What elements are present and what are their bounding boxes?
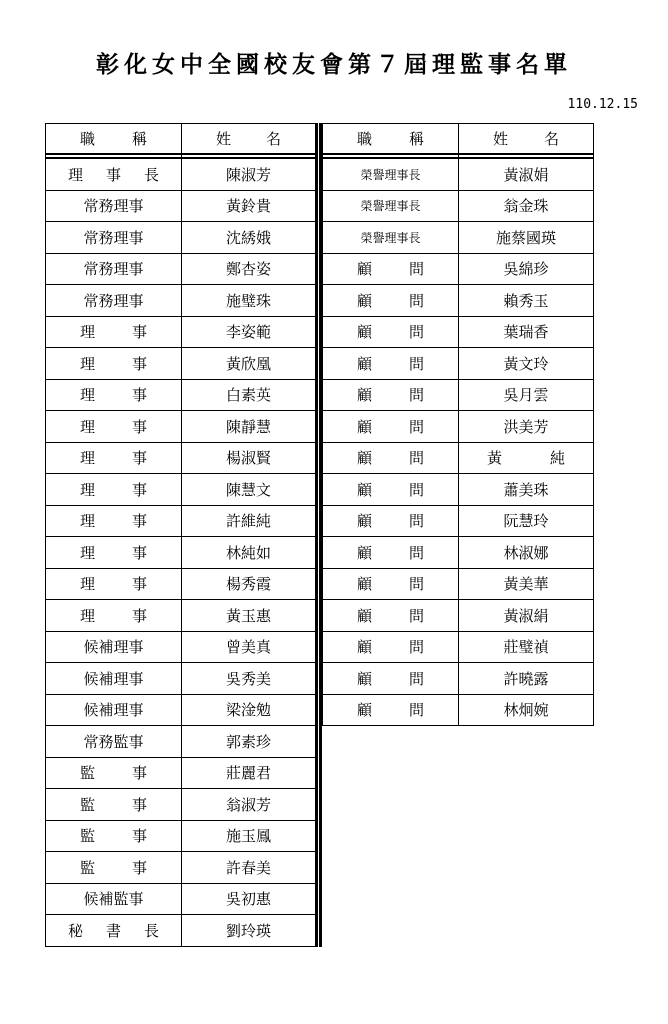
document-date: 110.12.15 bbox=[567, 97, 638, 112]
page-title: 彰化女中全國校友會第７屆理監事名單 bbox=[96, 51, 572, 78]
table-row bbox=[46, 190, 316, 222]
name-cell: 葉瑞香 bbox=[459, 316, 594, 348]
name-cell: 施蔡國瑛 bbox=[459, 222, 594, 254]
name-cell: 施玉鳳 bbox=[182, 820, 316, 852]
table-row bbox=[323, 411, 594, 443]
name-cell: 陳淑芳 bbox=[182, 158, 316, 190]
name-cell: 吳秀美 bbox=[182, 663, 316, 695]
role-cell: 榮譽理事長 bbox=[323, 158, 459, 190]
table-row bbox=[46, 285, 316, 317]
table-row bbox=[323, 253, 594, 285]
role-cell: 秘書長 bbox=[46, 915, 182, 947]
role-cell: 候補監事 bbox=[46, 883, 182, 915]
role-cell: 理事 bbox=[46, 568, 182, 600]
role-cell: 顧問 bbox=[323, 474, 459, 506]
role-cell: 理事 bbox=[46, 537, 182, 569]
name-cell: 劉玲瑛 bbox=[182, 915, 316, 947]
role-cell: 顧問 bbox=[323, 600, 459, 632]
name-cell: 黃純 bbox=[459, 442, 594, 474]
name-cell: 阮慧玲 bbox=[459, 505, 594, 537]
table-row bbox=[46, 379, 316, 411]
name-cell: 蕭美珠 bbox=[459, 474, 594, 506]
table-row bbox=[46, 537, 316, 569]
table-row bbox=[46, 568, 316, 600]
table-row bbox=[46, 600, 316, 632]
header-name: 姓名 bbox=[182, 124, 316, 155]
table-row bbox=[323, 222, 594, 254]
name-cell: 吳綿珍 bbox=[459, 253, 594, 285]
name-cell: 黃文玲 bbox=[459, 348, 594, 380]
name-cell: 施璧珠 bbox=[182, 285, 316, 317]
table-row bbox=[323, 694, 594, 726]
name-cell: 黃玉惠 bbox=[182, 600, 316, 632]
table-header-row bbox=[323, 124, 594, 155]
table-row bbox=[323, 158, 594, 190]
honorary-advisors-table bbox=[322, 123, 594, 726]
role-cell: 監事 bbox=[46, 820, 182, 852]
table-row bbox=[46, 474, 316, 506]
name-cell: 梁淦勉 bbox=[182, 694, 316, 726]
table-row bbox=[323, 505, 594, 537]
name-cell: 黃淑絹 bbox=[459, 600, 594, 632]
table-row bbox=[46, 505, 316, 537]
name-cell: 黃淑娟 bbox=[459, 158, 594, 190]
table-row bbox=[323, 285, 594, 317]
table-row bbox=[323, 379, 594, 411]
table-row bbox=[46, 852, 316, 884]
name-cell: 吳月雲 bbox=[459, 379, 594, 411]
role-cell: 常務理事 bbox=[46, 190, 182, 222]
name-cell: 吳初惠 bbox=[182, 883, 316, 915]
table-row bbox=[46, 631, 316, 663]
name-cell: 洪美芳 bbox=[459, 411, 594, 443]
role-cell: 常務理事 bbox=[46, 222, 182, 254]
table-row bbox=[323, 316, 594, 348]
name-cell: 許曉露 bbox=[459, 663, 594, 695]
table-row bbox=[46, 820, 316, 852]
name-cell: 沈綉娥 bbox=[182, 222, 316, 254]
role-cell: 理事 bbox=[46, 474, 182, 506]
name-cell: 楊秀霞 bbox=[182, 568, 316, 600]
name-cell: 黃美華 bbox=[459, 568, 594, 600]
header-role: 職稱 bbox=[323, 124, 459, 155]
board-members-table bbox=[45, 123, 316, 947]
role-cell: 常務理事 bbox=[46, 285, 182, 317]
name-cell: 許維純 bbox=[182, 505, 316, 537]
table-row bbox=[46, 411, 316, 443]
role-cell: 榮譽理事長 bbox=[323, 190, 459, 222]
role-cell: 榮譽理事長 bbox=[323, 222, 459, 254]
role-cell: 理事 bbox=[46, 442, 182, 474]
role-cell: 顧問 bbox=[323, 253, 459, 285]
table-row bbox=[46, 316, 316, 348]
table-row bbox=[46, 915, 316, 947]
table-row bbox=[46, 663, 316, 695]
table-row bbox=[323, 190, 594, 222]
header-name: 姓名 bbox=[459, 124, 594, 155]
name-cell: 莊璧禎 bbox=[459, 631, 594, 663]
role-cell: 顧問 bbox=[323, 505, 459, 537]
table-header-row bbox=[46, 124, 316, 155]
table-row bbox=[323, 442, 594, 474]
table-row bbox=[323, 600, 594, 632]
role-cell: 監事 bbox=[46, 852, 182, 884]
role-cell: 候補理事 bbox=[46, 631, 182, 663]
role-cell: 理事長 bbox=[46, 158, 182, 190]
name-cell: 陳靜慧 bbox=[182, 411, 316, 443]
table-row bbox=[46, 883, 316, 915]
role-cell: 常務監事 bbox=[46, 726, 182, 758]
header-role: 職稱 bbox=[46, 124, 182, 155]
table-row bbox=[323, 537, 594, 569]
table-row bbox=[46, 726, 316, 758]
name-cell: 李姿範 bbox=[182, 316, 316, 348]
table-row bbox=[323, 348, 594, 380]
name-cell: 林炯婉 bbox=[459, 694, 594, 726]
table-row bbox=[46, 158, 316, 190]
name-cell: 賴秀玉 bbox=[459, 285, 594, 317]
table-row bbox=[46, 694, 316, 726]
table-row bbox=[46, 442, 316, 474]
role-cell: 顧問 bbox=[323, 537, 459, 569]
name-cell: 許春美 bbox=[182, 852, 316, 884]
role-cell: 監事 bbox=[46, 789, 182, 821]
table-divider bbox=[315, 123, 322, 947]
table-row bbox=[323, 663, 594, 695]
name-cell: 莊麗君 bbox=[182, 757, 316, 789]
role-cell: 顧問 bbox=[323, 631, 459, 663]
role-cell: 理事 bbox=[46, 348, 182, 380]
role-cell: 顧問 bbox=[323, 568, 459, 600]
table-row bbox=[46, 253, 316, 285]
name-cell: 陳慧文 bbox=[182, 474, 316, 506]
name-cell: 翁金珠 bbox=[459, 190, 594, 222]
role-cell: 理事 bbox=[46, 316, 182, 348]
role-cell: 顧問 bbox=[323, 442, 459, 474]
role-cell: 顧問 bbox=[323, 411, 459, 443]
role-cell: 理事 bbox=[46, 505, 182, 537]
table-row bbox=[323, 631, 594, 663]
role-cell: 監事 bbox=[46, 757, 182, 789]
role-cell: 候補理事 bbox=[46, 663, 182, 695]
name-cell: 郭素珍 bbox=[182, 726, 316, 758]
table-row bbox=[323, 568, 594, 600]
role-cell: 顧問 bbox=[323, 663, 459, 695]
name-cell: 楊淑賢 bbox=[182, 442, 316, 474]
role-cell: 理事 bbox=[46, 379, 182, 411]
role-cell: 常務理事 bbox=[46, 253, 182, 285]
table-row bbox=[46, 789, 316, 821]
role-cell: 顧問 bbox=[323, 316, 459, 348]
table-row bbox=[46, 222, 316, 254]
name-cell: 林淑娜 bbox=[459, 537, 594, 569]
name-cell: 鄭杏姿 bbox=[182, 253, 316, 285]
role-cell: 顧問 bbox=[323, 348, 459, 380]
name-cell: 黃鈴貴 bbox=[182, 190, 316, 222]
role-cell: 顧問 bbox=[323, 285, 459, 317]
role-cell: 顧問 bbox=[323, 694, 459, 726]
role-cell: 候補理事 bbox=[46, 694, 182, 726]
role-cell: 理事 bbox=[46, 411, 182, 443]
table-row bbox=[46, 757, 316, 789]
table-row bbox=[323, 474, 594, 506]
name-cell: 林純如 bbox=[182, 537, 316, 569]
name-cell: 白素英 bbox=[182, 379, 316, 411]
name-cell: 黃欣凰 bbox=[182, 348, 316, 380]
role-cell: 顧問 bbox=[323, 379, 459, 411]
role-cell: 理事 bbox=[46, 600, 182, 632]
name-cell: 曾美真 bbox=[182, 631, 316, 663]
table-row bbox=[46, 348, 316, 380]
name-cell: 翁淑芳 bbox=[182, 789, 316, 821]
